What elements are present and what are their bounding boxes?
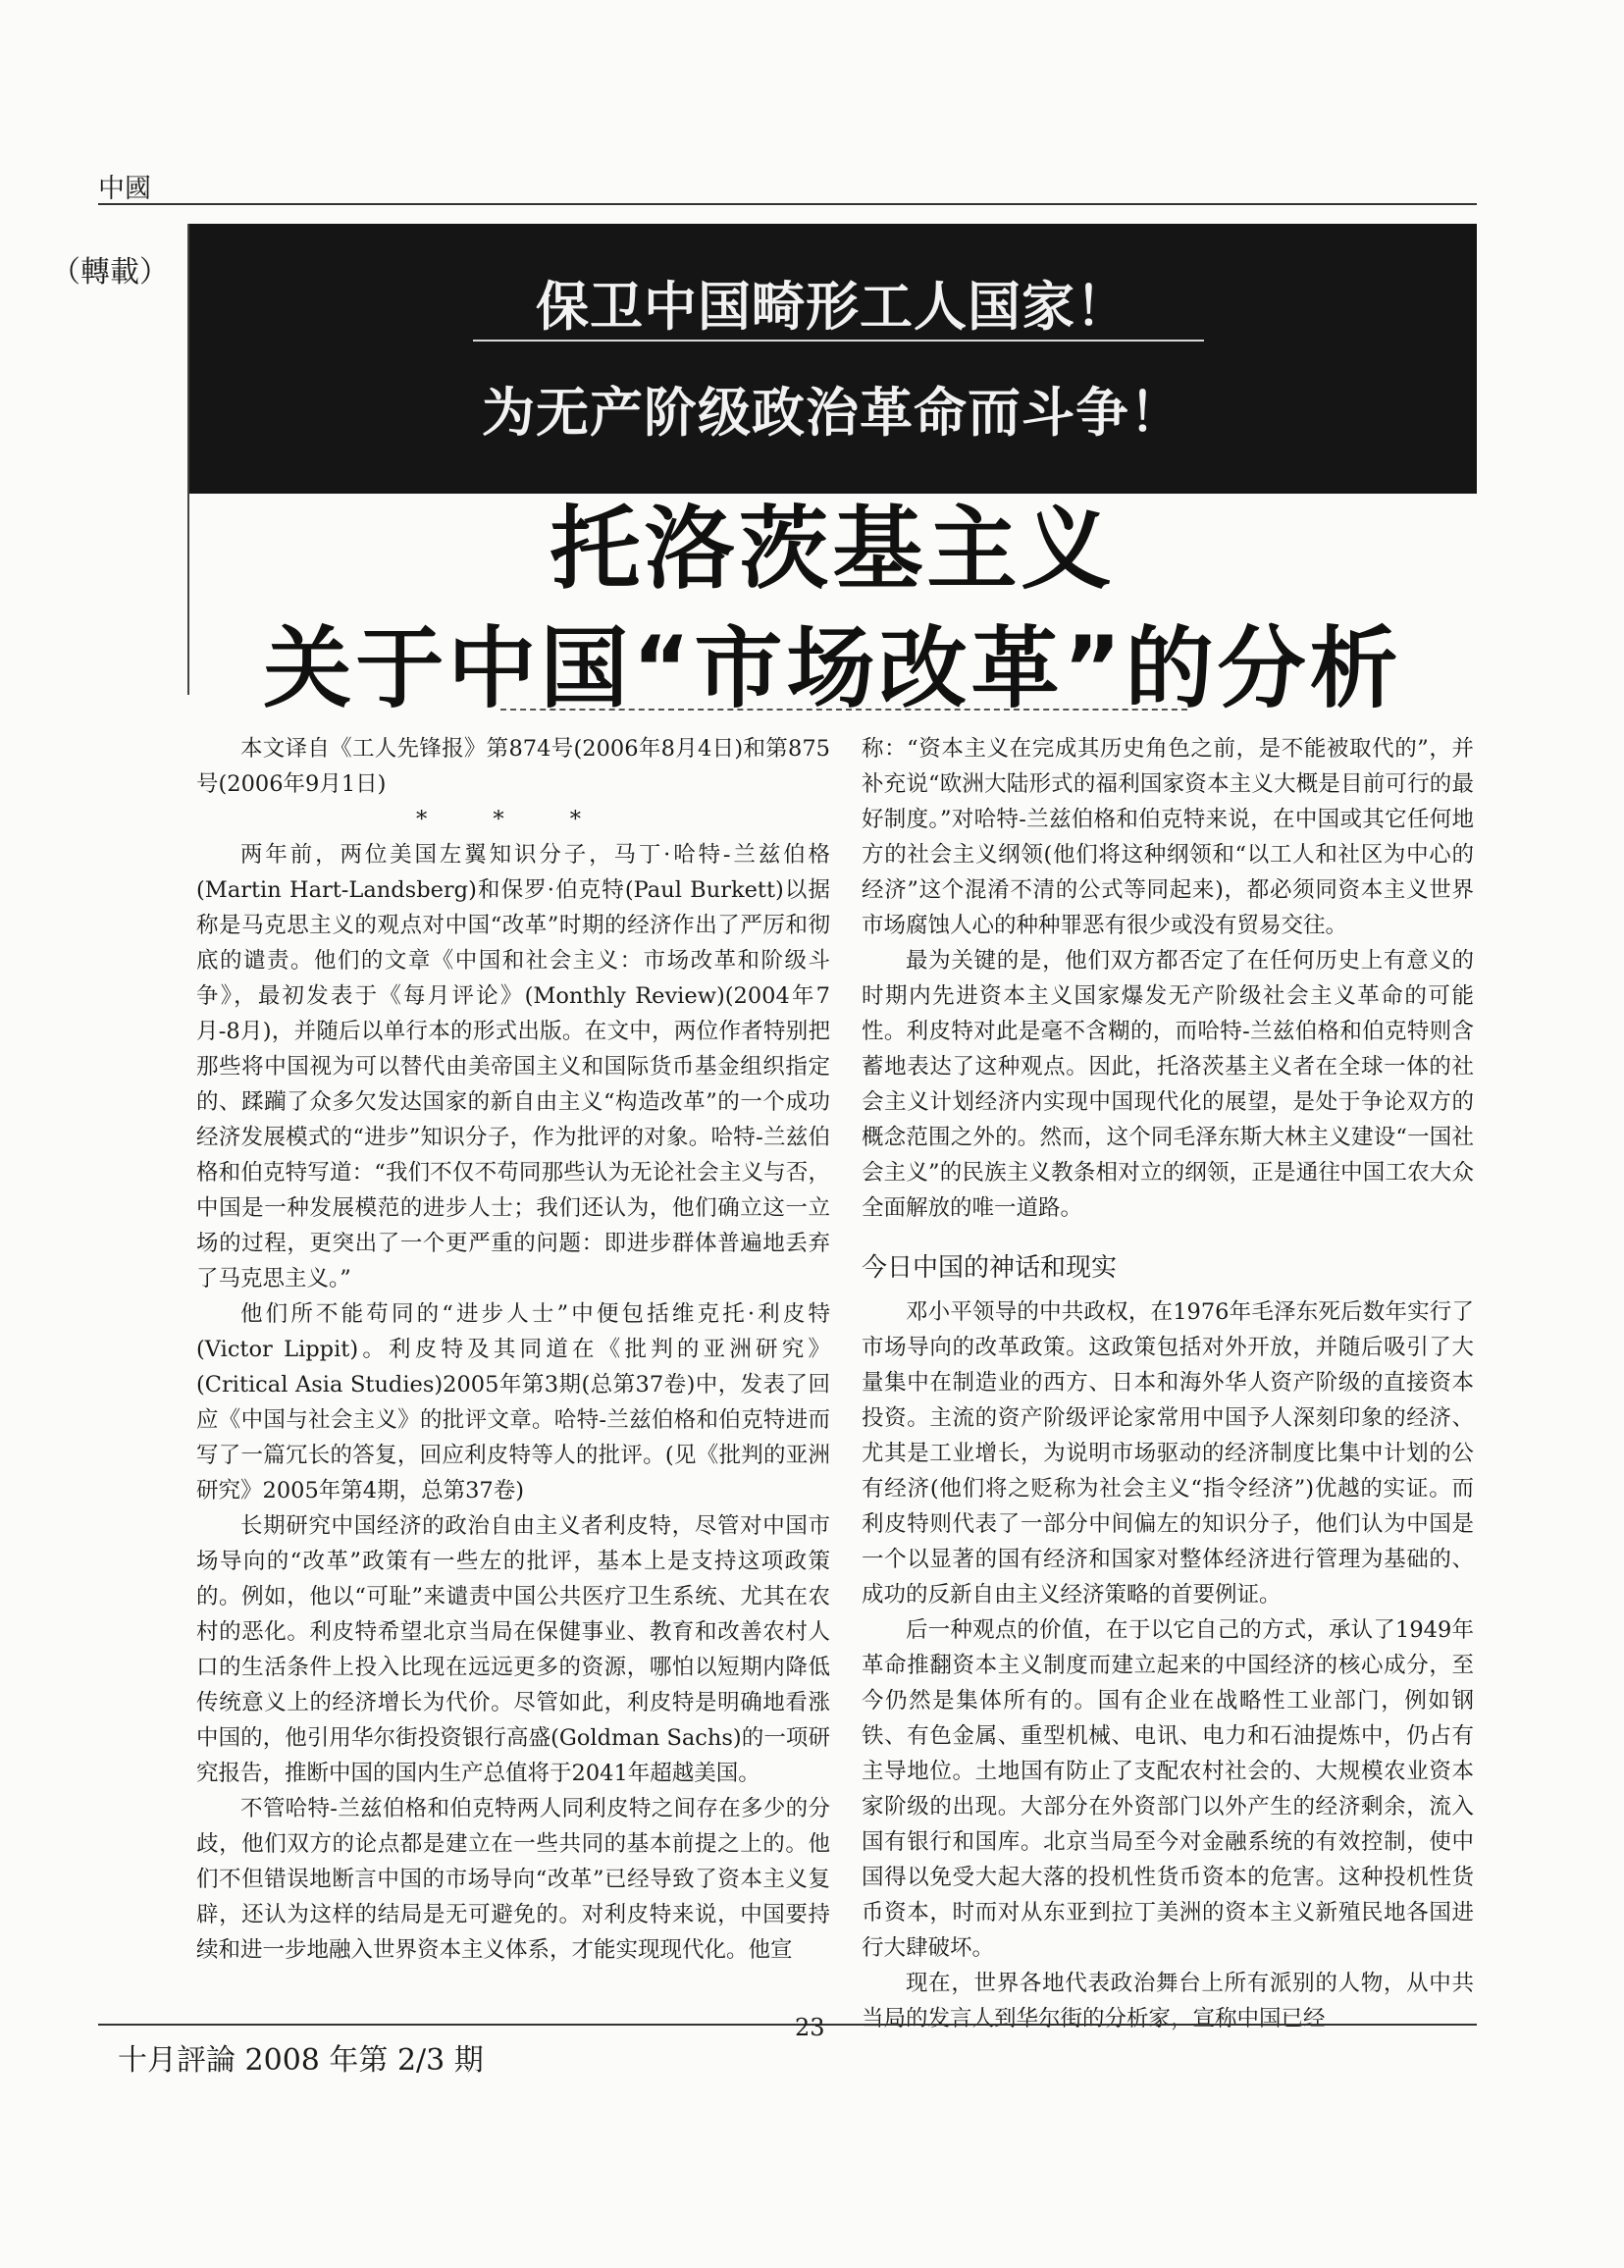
right-column — [862, 731, 1474, 2036]
header-rule — [98, 203, 1477, 205]
title-divider — [500, 709, 1187, 711]
headline-banner — [188, 224, 1477, 494]
paragraph: 不管哈特-兰兹伯格和伯克特两人同利皮特之间存在多少的分歧，他们双方的论点都是建立在一些共同的基本前提之上的。他们不但错误地断言中国的市场导向“改革”已经导致了资本主义复辟，还认为这样的结局是无可避免的。对利皮特来说，中国要持续和进一步地融入世界资本主义体系，才能实现现代化。他宣 — [196, 1796, 830, 1963]
paragraph: 长期研究中国经济的政治自由主义者利皮特，尽管对中国市场导向的“改革”政策有一些左的批评，基本上是支持这项政策的。例如，他以“可耻”来谴责中国公共医疗卫生系统、尤其在农村的恶化。利皮特希望北京当局在保健事业、教育和改善农村人口的生活条件上投入比现在远远更多的资源，哪怕以短期内降低传统意义上的经济增长为代价。尽管如此，利皮特是明确地看涨中国的，他引用华尔街投资银行高盛(Goldman Sachs)的一项研究报告，推断中国的国内生产总值将于2041年超越美国。 — [196, 1513, 830, 1786]
article-title: 托洛茨基主义 — [550, 497, 1116, 602]
paragraph: 邓小平领导的中共政权，在1976年毛泽东死后数年实行了市场导向的改革政策。这政策包括对外开放，并随后吸引了大量集中在制造业的西方、日本和海外华人资产阶级的直接资本投资。主流的资产阶级评论家常用中国予人深刻印象的经济、尤其是工业增长，为说明市场驱动的经济制度比集中计划的公有经济(他们将之贬称为社会主义“指令经济”)优越的实证。而利皮特则代表了一部分中间偏左的知识分子，他们认为中国是一个以显著的国有经济和国家对整体经济进行管理为基础的、成功的反新自由主义经济策略的首要例证。 — [862, 1299, 1474, 1608]
banner-divider — [473, 340, 1204, 342]
paragraph: 两年前，两位美国左翼知识分子，马丁·哈特-兰兹伯格(Martin Hart-Landsberg)和保罗·伯克特(Paul Burkett)以据称是马克思主义的观点对中国“改革”时期的经济作出了严厉和彻底的谴责。他们的文章《中国和社会主义：市场改革和阶级斗争》，最初发表于《每月评论》(Monthly Review)(2004年7月-8月)，并随后以单行本的形式出版。在文中，两位作者特别把那些将中国视为可以替代由美帝国主义和国际货币基金组织指定的、蹂躏了众多欠发达国家的新自由主义“构造改革”的一个成功经济发展模式的“进步”知识分子，作为批评的对象。哈特-兰兹伯格和伯克特写道：“我们不仅不苟同那些认为无论社会主义与否，中国是一种发展模范的进步人士；我们还认为，他们确立这一立场的过程，更突出了一个更严重的问题：即进步群体普遍地丢弃了马克思主义。” — [196, 842, 830, 1292]
section-label: 中國 — [98, 174, 151, 204]
section-separator: * * * — [415, 807, 611, 832]
repost-tag: （轉載） — [51, 255, 169, 290]
paragraph: 最为关键的是，他们双方都否定了在任何历史上有意义的时期内先进资本主义国家爆发无产阶级社会主义革命的可能性。利皮特对此是毫不含糊的，而哈特-兰兹伯格和伯克特则含蓄地表达了这种观点。因此，托洛茨基主义者在全球一体的社会主义计划经济内实现中国现代化的展望，是处于争论双方的概念范围之外的。然而，这个同毛泽东斯大林主义建设“一国社会主义”的民族主义教条相对立的纲领，正是通往中国工农大众全面解放的唯一道路。 — [862, 948, 1474, 1221]
paragraph: 称：“资本主义在完成其历史角色之前，是不能被取代的”，并补充说“欧洲大陆形式的福利国家资本主义大概是目前可行的最好制度。”对哈特-兰兹伯格和伯克特来说，在中国或其它任何地方的社会主义纲领(他们将这种纲领和“以工人和社区为中心的经济”这个混淆不清的公式等同起来)，都必须同资本主义世界市场腐蚀人心的种种罪恶有很少或没有贸易交往。 — [862, 736, 1474, 938]
article-subtitle: 关于中国“市场改革”的分析 — [263, 617, 1402, 720]
footer-rule — [98, 2024, 1477, 2026]
translation-note: 本文译自《工人先锋报》第874号(2006年8月4日)和第875号(2006年9月1日) — [196, 736, 830, 797]
journal-issue: 十月評論 2008 年第 2/3 期 — [118, 2043, 484, 2078]
paragraph: 后一种观点的价值，在于以它自己的方式，承认了1949年革命推翻资本主义制度而建立起来的中国经济的核心成分，至今仍然是集体所有的。国有企业在战略性工业部门，例如钢铁、有色金属、重型机械、电讯、电力和石油提炼中，仍占有主导地位。土地国有防止了支配农村社会的、大规模农业资本家阶级的出现。大部分在外资部门以外产生的经济剩余，流入国有银行和国库。北京当局至今对金融系统的有效控制，使中国得以免受大起大落的投机性货币资本的危害。这种投机性货币资本，时而对从东亚到拉丁美洲的资本主义新殖民地各国进行大肆破坏。 — [862, 1617, 1474, 1961]
section-heading: 今日中国的神话和现实 — [862, 1253, 1118, 1283]
banner-headline-2: 为无产阶级政治革命而斗争！ — [482, 382, 1183, 444]
left-column — [196, 731, 830, 1968]
paragraph: 他们所不能苟同的“进步人士”中便包括维克托·利皮特(Victor Lippit)。利皮特及其同道在《批判的亚洲研究》(Critical Asia Studies)2005年第3期(总第37卷)中，发表了回应《中国与社会主义》的批评文章。哈特-兰兹伯格和伯克特进而写了一篇冗长的答复，回应利皮特等人的批评。(见《批判的亚洲研究》2005年第4期，总第37卷) — [196, 1301, 830, 1503]
page-number: 23 — [795, 2014, 825, 2041]
paragraph: 现在，世界各地代表政治舞台上所有派别的人物，从中共当局的发言人到华尔街的分析家，宣称中国已经 — [862, 1971, 1474, 2031]
banner-headline-1: 保卫中国畸形工人国家！ — [536, 276, 1129, 338]
